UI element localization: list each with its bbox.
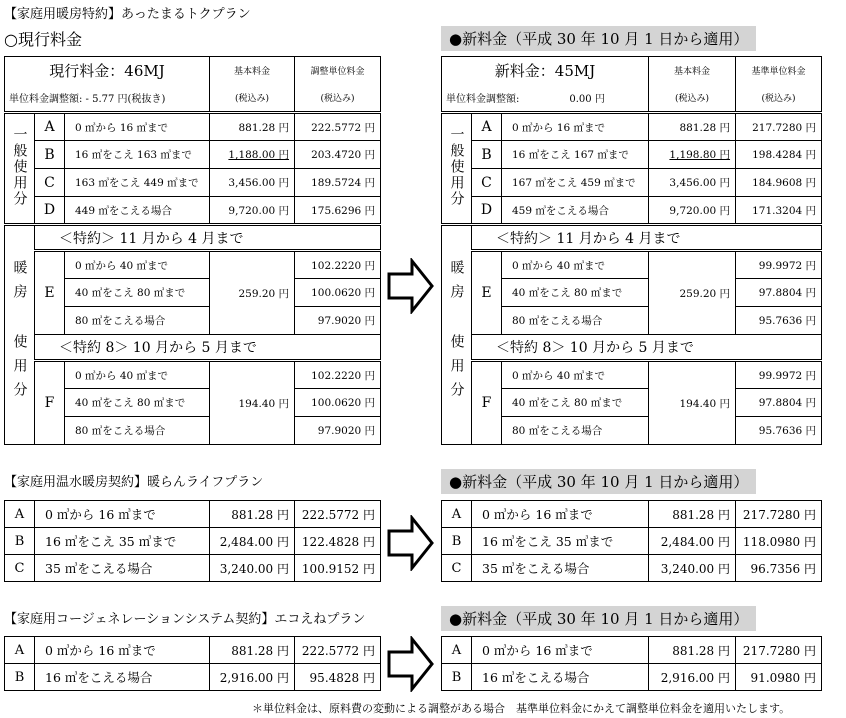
group-heating-label: 暖房 使用分 bbox=[11, 260, 28, 406]
basic-fee-cell: 1,188.00 円 bbox=[210, 141, 295, 169]
col-basic-header: 基本料金 bbox=[649, 57, 736, 85]
col-unit-header: 基準単位料金 bbox=[736, 57, 822, 85]
row-letter: D bbox=[35, 197, 65, 225]
row-letter: A bbox=[442, 501, 472, 528]
unit-fee-cell: 184.9608 円 bbox=[736, 169, 822, 197]
basic-fee-cell: 3,456.00 円 bbox=[210, 169, 295, 197]
basic-fee-cell: 2,916.00 円 bbox=[649, 664, 736, 691]
new-rate-table bbox=[441, 56, 822, 445]
tokuyaku-f-label: ＜特約 8＞ 10 月から 5 月まで bbox=[472, 335, 822, 361]
basic-fee-cell: 881.28 円 bbox=[649, 113, 736, 141]
basic-fee-cell: 194.40 円 bbox=[649, 361, 736, 445]
cogen-title: 【家庭用コージェネレーションシステム契約】エコえねプラン bbox=[4, 612, 366, 627]
range-cell: 167 ㎥をこえ 459 ㎥まで bbox=[502, 169, 649, 197]
cogen-current-table bbox=[4, 636, 381, 691]
arrow-right-icon bbox=[386, 515, 436, 571]
unit-fee-cell: 95.7636 円 bbox=[736, 307, 822, 335]
range-cell: 0 ㎥から 40 ㎥まで bbox=[65, 251, 210, 279]
unit-fee-cell: 91.0980 円 bbox=[736, 664, 822, 691]
unit-fee-cell: 122.4828 円 bbox=[295, 528, 381, 555]
col-unit-header: 調整単位料金 bbox=[295, 57, 381, 85]
unit-fee-cell: 102.2220 円 bbox=[295, 361, 381, 389]
unit-fee-cell: 222.5772 円 bbox=[295, 501, 381, 528]
arrow-right-icon bbox=[386, 636, 436, 692]
plan-title: 【家庭用暖房特約】あったまるトクプラン bbox=[4, 7, 251, 22]
row-letter: B bbox=[35, 141, 65, 169]
basic-fee-cell: 3,240.00 円 bbox=[649, 555, 736, 582]
hotwater-new-table bbox=[441, 500, 822, 582]
unit-fee-cell: 217.7280 円 bbox=[736, 637, 822, 664]
footnote: ＊単位料金は、原料費の変動による調整がある場合 基準単位料金にかえて調整単位料金を適用いたします。 bbox=[252, 702, 791, 715]
basic-fee-cell: 1,198.80 円 bbox=[649, 141, 736, 169]
range-cell: 0 ㎥から 16 ㎥まで bbox=[65, 113, 210, 141]
cogen-new-banner: ●新料金（平成 30 年 10 月 1 日から適用） bbox=[441, 606, 756, 631]
range-cell: 16 ㎥をこえ 167 ㎥まで bbox=[502, 141, 649, 169]
unit-fee-cell: 100.0620 円 bbox=[295, 279, 381, 307]
row-letter: B bbox=[5, 664, 35, 691]
unit-fee-cell: 100.9152 円 bbox=[295, 555, 381, 582]
unit-fee-cell: 175.6296 円 bbox=[295, 197, 381, 225]
adjust-note: 単位料金調整額: - 5.77 円(税抜き) bbox=[5, 85, 210, 113]
range-cell: 16 ㎥をこえる場合 bbox=[472, 664, 649, 691]
row-letter: B bbox=[5, 528, 35, 555]
current-rate-label: ○現行料金 bbox=[4, 30, 82, 49]
range-cell: 80 ㎥をこえる場合 bbox=[65, 417, 210, 445]
row-letter: A bbox=[5, 501, 35, 528]
unit-fee-cell: 217.7280 円 bbox=[736, 113, 822, 141]
unit-fee-cell: 171.3204 円 bbox=[736, 197, 822, 225]
row-letter: D bbox=[472, 197, 502, 225]
unit-fee-cell: 99.9972 円 bbox=[736, 251, 822, 279]
row-letter: C bbox=[5, 555, 35, 582]
range-cell: 0 ㎥から 40 ㎥まで bbox=[502, 251, 649, 279]
range-cell: 16 ㎥をこえ 35 ㎥まで bbox=[35, 528, 210, 555]
row-letter: A bbox=[442, 637, 472, 664]
adjust-value: 0.00 円 bbox=[569, 94, 605, 106]
range-cell: 0 ㎥から 16 ㎥まで bbox=[35, 637, 210, 664]
range-cell: 459 ㎥をこえる場合 bbox=[502, 197, 649, 225]
unit-fee-cell: 198.4284 円 bbox=[736, 141, 822, 169]
range-cell: 16 ㎥をこえる場合 bbox=[35, 664, 210, 691]
basic-fee-cell: 881.28 円 bbox=[210, 637, 295, 664]
unit-fee-cell: 100.0620 円 bbox=[295, 389, 381, 417]
unit-fee-cell: 118.0980 円 bbox=[736, 528, 822, 555]
hotwater-title: 【家庭用温水暖房契約】暖らんライフプラン bbox=[4, 475, 264, 490]
basic-fee-cell: 881.28 円 bbox=[649, 501, 736, 528]
unit-fee-cell: 203.4720 円 bbox=[295, 141, 381, 169]
row-letter: A bbox=[5, 637, 35, 664]
unit-fee-cell: 222.5772 円 bbox=[295, 113, 381, 141]
basic-fee-cell: 2,484.00 円 bbox=[649, 528, 736, 555]
unit-fee-cell: 97.8804 円 bbox=[736, 389, 822, 417]
row-letter: E bbox=[35, 251, 65, 335]
range-cell: 0 ㎥から 16 ㎥まで bbox=[35, 501, 210, 528]
basic-fee-cell: 881.28 円 bbox=[649, 637, 736, 664]
arrow-right-icon bbox=[386, 258, 436, 314]
unit-fee-cell: 99.9972 円 bbox=[736, 361, 822, 389]
range-cell: 16 ㎥をこえ 163 ㎥まで bbox=[65, 141, 210, 169]
tokuyaku-e-label: ＜特約＞ 11 月から 4 月まで bbox=[472, 225, 822, 251]
range-cell: 40 ㎥をこえ 80 ㎥まで bbox=[502, 389, 649, 417]
basic-fee-cell: 259.20 円 bbox=[649, 251, 736, 335]
tokuyaku-f-label: ＜特約 8＞ 10 月から 5 月まで bbox=[35, 335, 381, 361]
col-basic-header: 基本料金 bbox=[210, 57, 295, 85]
basic-fee-cell: 881.28 円 bbox=[210, 501, 295, 528]
tax-inc-label: (税込み) bbox=[649, 85, 736, 113]
range-cell: 0 ㎥から 16 ㎥まで bbox=[502, 113, 649, 141]
unit-fee-cell: 189.5724 円 bbox=[295, 169, 381, 197]
current-rate-table bbox=[4, 56, 381, 445]
range-cell: 0 ㎥から 40 ㎥まで bbox=[502, 361, 649, 389]
adjust-note: 単位料金調整額: 0.00 円 bbox=[442, 85, 649, 113]
row-letter: F bbox=[35, 361, 65, 445]
unit-fee-cell: 97.8804 円 bbox=[736, 279, 822, 307]
range-cell: 449 ㎥をこえる場合 bbox=[65, 197, 210, 225]
new-rate-banner: ●新料金（平成 30 年 10 月 1 日から適用） bbox=[441, 26, 756, 51]
range-cell: 80 ㎥をこえる場合 bbox=[65, 307, 210, 335]
group-heating-label: 暖房 使用分 bbox=[448, 260, 465, 406]
tax-inc-label: (税込み) bbox=[210, 85, 295, 113]
range-cell: 0 ㎥から 16 ㎥まで bbox=[472, 501, 649, 528]
hotwater-new-banner: ●新料金（平成 30 年 10 月 1 日から適用） bbox=[441, 469, 756, 494]
unit-fee-cell: 95.4828 円 bbox=[295, 664, 381, 691]
row-letter: C bbox=[472, 169, 502, 197]
range-cell: 163 ㎥をこえ 449 ㎥まで bbox=[65, 169, 210, 197]
basic-fee-cell: 9,720.00 円 bbox=[210, 197, 295, 225]
basic-fee-cell: 2,484.00 円 bbox=[210, 528, 295, 555]
current-head-title: 現行料金：46MJ bbox=[5, 57, 210, 85]
row-letter: E bbox=[472, 251, 502, 335]
group-general-label: 一般使用分 bbox=[11, 126, 28, 207]
row-letter: B bbox=[472, 141, 502, 169]
group-general-label: 一般使用分 bbox=[448, 126, 465, 207]
basic-fee-cell: 259.20 円 bbox=[210, 251, 295, 335]
unit-fee-cell: 222.5772 円 bbox=[295, 637, 381, 664]
range-cell: 16 ㎥をこえ 35 ㎥まで bbox=[472, 528, 649, 555]
range-cell: 80 ㎥をこえる場合 bbox=[502, 307, 649, 335]
new-head-title: 新料金：45MJ bbox=[442, 57, 649, 85]
range-cell: 40 ㎥をこえ 80 ㎥まで bbox=[502, 279, 649, 307]
row-letter: B bbox=[442, 664, 472, 691]
range-cell: 35 ㎥をこえる場合 bbox=[35, 555, 210, 582]
range-cell: 40 ㎥をこえ 80 ㎥まで bbox=[65, 279, 210, 307]
basic-fee-cell: 194.40 円 bbox=[210, 361, 295, 445]
basic-fee-cell: 2,916.00 円 bbox=[210, 664, 295, 691]
unit-fee-cell: 97.9020 円 bbox=[295, 307, 381, 335]
basic-fee-cell: 3,240.00 円 bbox=[210, 555, 295, 582]
row-letter: F bbox=[472, 361, 502, 445]
range-cell: 80 ㎥をこえる場合 bbox=[502, 417, 649, 445]
unit-fee-cell: 95.7636 円 bbox=[736, 417, 822, 445]
tax-inc-label: (税込み) bbox=[736, 85, 822, 113]
cogen-new-table bbox=[441, 636, 822, 691]
unit-fee-cell: 97.9020 円 bbox=[295, 417, 381, 445]
row-letter: A bbox=[472, 113, 502, 141]
range-cell: 0 ㎥から 16 ㎥まで bbox=[472, 637, 649, 664]
row-letter: A bbox=[35, 113, 65, 141]
basic-fee-cell: 881.28 円 bbox=[210, 113, 295, 141]
range-cell: 35 ㎥をこえる場合 bbox=[472, 555, 649, 582]
range-cell: 0 ㎥から 40 ㎥まで bbox=[65, 361, 210, 389]
row-letter: B bbox=[442, 528, 472, 555]
row-letter: C bbox=[35, 169, 65, 197]
unit-fee-cell: 102.2220 円 bbox=[295, 251, 381, 279]
unit-fee-cell: 217.7280 円 bbox=[736, 501, 822, 528]
unit-fee-cell: 96.7356 円 bbox=[736, 555, 822, 582]
tokuyaku-e-label: ＜特約＞ 11 月から 4 月まで bbox=[35, 225, 381, 251]
tax-inc-label: (税込み) bbox=[295, 85, 381, 113]
range-cell: 40 ㎥をこえ 80 ㎥まで bbox=[65, 389, 210, 417]
hotwater-current-table bbox=[4, 500, 381, 582]
row-letter: C bbox=[442, 555, 472, 582]
basic-fee-cell: 3,456.00 円 bbox=[649, 169, 736, 197]
basic-fee-cell: 9,720.00 円 bbox=[649, 197, 736, 225]
